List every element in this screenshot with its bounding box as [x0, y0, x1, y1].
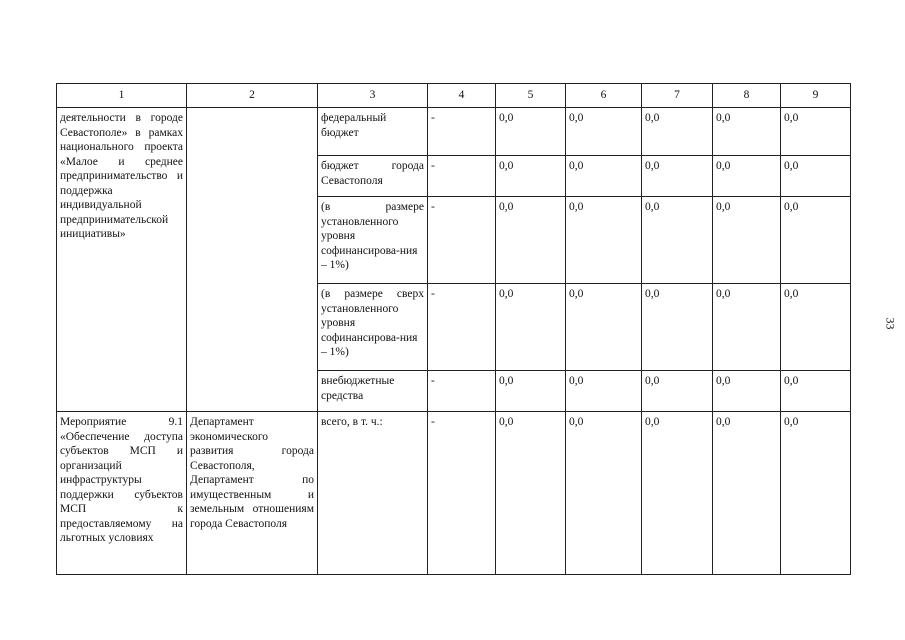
value-cell: 0,0: [713, 108, 781, 156]
funding-source-cell: (в размере сверх установленного уровня софинансирова-ния – 1%): [318, 284, 428, 371]
header-cell: 1: [57, 84, 187, 108]
value-cell: -: [428, 412, 496, 575]
header-cell: 6: [566, 84, 642, 108]
value-cell: 0,0: [642, 108, 713, 156]
value-cell: 0,0: [781, 108, 851, 156]
funding-source-cell: (в размере установленного уровня софинансирова-ния – 1%): [318, 197, 428, 284]
value-cell: 0,0: [713, 284, 781, 371]
value-cell: 0,0: [781, 371, 851, 412]
value-cell: 0,0: [566, 412, 642, 575]
value-cell: 0,0: [496, 412, 566, 575]
header-cell: 8: [713, 84, 781, 108]
value-cell: 0,0: [713, 197, 781, 284]
value-cell: 0,0: [566, 156, 642, 197]
value-cell: 0,0: [496, 284, 566, 371]
value-cell: 0,0: [781, 412, 851, 575]
value-cell: 0,0: [781, 156, 851, 197]
header-cell: 5: [496, 84, 566, 108]
value-cell: 0,0: [566, 371, 642, 412]
header-cell: 7: [642, 84, 713, 108]
value-cell: 0,0: [781, 197, 851, 284]
value-cell: 0,0: [713, 371, 781, 412]
page-number: 33: [883, 317, 898, 330]
value-cell: 0,0: [642, 412, 713, 575]
header-row: [57, 84, 851, 108]
header-cell: 4: [428, 84, 496, 108]
value-cell: 0,0: [713, 156, 781, 197]
header-cell: 2: [187, 84, 318, 108]
event-name-cell: деятельности в городе Севастополе» в рамках национального проекта «Малое и среднее предпринимательство и поддержка индивидуальной предпринимательской инициативы»: [57, 108, 187, 412]
funding-source-cell: бюджет города Севастополя: [318, 156, 428, 197]
header-cell: 3: [318, 84, 428, 108]
value-cell: -: [428, 197, 496, 284]
value-cell: 0,0: [566, 108, 642, 156]
value-cell: 0,0: [496, 371, 566, 412]
funding-source-cell: всего, в т. ч.:: [318, 412, 428, 575]
event-name-cell: Мероприятие 9.1 «Обеспечение доступа субъектов МСП и организаций инфраструктуры поддержки субъектов МСП к предоставляемому на льготных условиях: [57, 412, 187, 575]
value-cell: -: [428, 156, 496, 197]
value-cell: 0,0: [713, 412, 781, 575]
value-cell: -: [428, 108, 496, 156]
value-cell: 0,0: [642, 156, 713, 197]
value-cell: 0,0: [496, 156, 566, 197]
value-cell: 0,0: [642, 371, 713, 412]
table-row: [57, 108, 851, 156]
value-cell: 0,0: [496, 197, 566, 284]
executor-cell: Департамент экономического развития города Севастополя, Департамент по имущественным и земельным отношениям города Севастополя: [187, 412, 318, 575]
funding-source-cell: федеральный бюджет: [318, 108, 428, 156]
value-cell: 0,0: [642, 197, 713, 284]
funding-source-cell: внебюджетные средства: [318, 371, 428, 412]
budget-table: [56, 83, 851, 575]
value-cell: -: [428, 284, 496, 371]
table-row: [57, 412, 851, 575]
executor-cell: [187, 108, 318, 412]
value-cell: -: [428, 371, 496, 412]
value-cell: 0,0: [566, 197, 642, 284]
value-cell: 0,0: [496, 108, 566, 156]
header-cell: 9: [781, 84, 851, 108]
value-cell: 0,0: [566, 284, 642, 371]
value-cell: 0,0: [642, 284, 713, 371]
value-cell: 0,0: [781, 284, 851, 371]
